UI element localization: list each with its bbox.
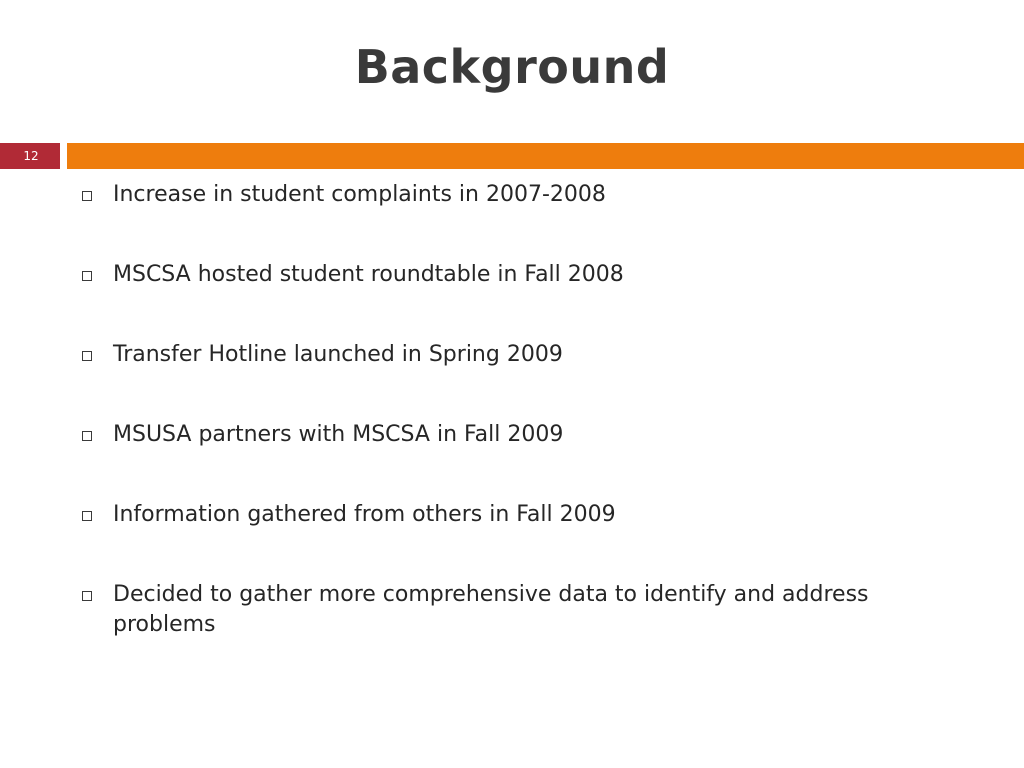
slide-number: 12 (0, 143, 60, 169)
square-bullet-icon (82, 591, 92, 601)
bullet-item (82, 340, 902, 370)
square-bullet-icon (82, 511, 92, 521)
bullet-text: Transfer Hotline launched in Spring 2009 (113, 342, 563, 367)
bullet-text: MSUSA partners with MSCSA in Fall 2009 (113, 422, 564, 447)
slide-title: Background (354, 40, 670, 94)
bullet-list (82, 180, 902, 690)
square-bullet-icon (82, 351, 92, 361)
square-bullet-icon (82, 191, 92, 201)
bullet-item (82, 500, 902, 530)
bullet-item (82, 420, 902, 450)
bullet-item (82, 180, 902, 210)
bullet-text: MSCSA hosted student roundtable in Fall 2008 (113, 262, 624, 287)
bullet-item (82, 260, 902, 290)
square-bullet-icon (82, 431, 92, 441)
bullet-text: Information gathered from others in Fall 2009 (113, 502, 616, 527)
accent-bar (67, 143, 1024, 169)
bullet-text: Increase in student complaints in 2007-2008 (113, 182, 606, 207)
bullet-item (82, 580, 902, 640)
bullet-text: Decided to gather more comprehensive data to identify and address problems (113, 582, 869, 637)
square-bullet-icon (82, 271, 92, 281)
